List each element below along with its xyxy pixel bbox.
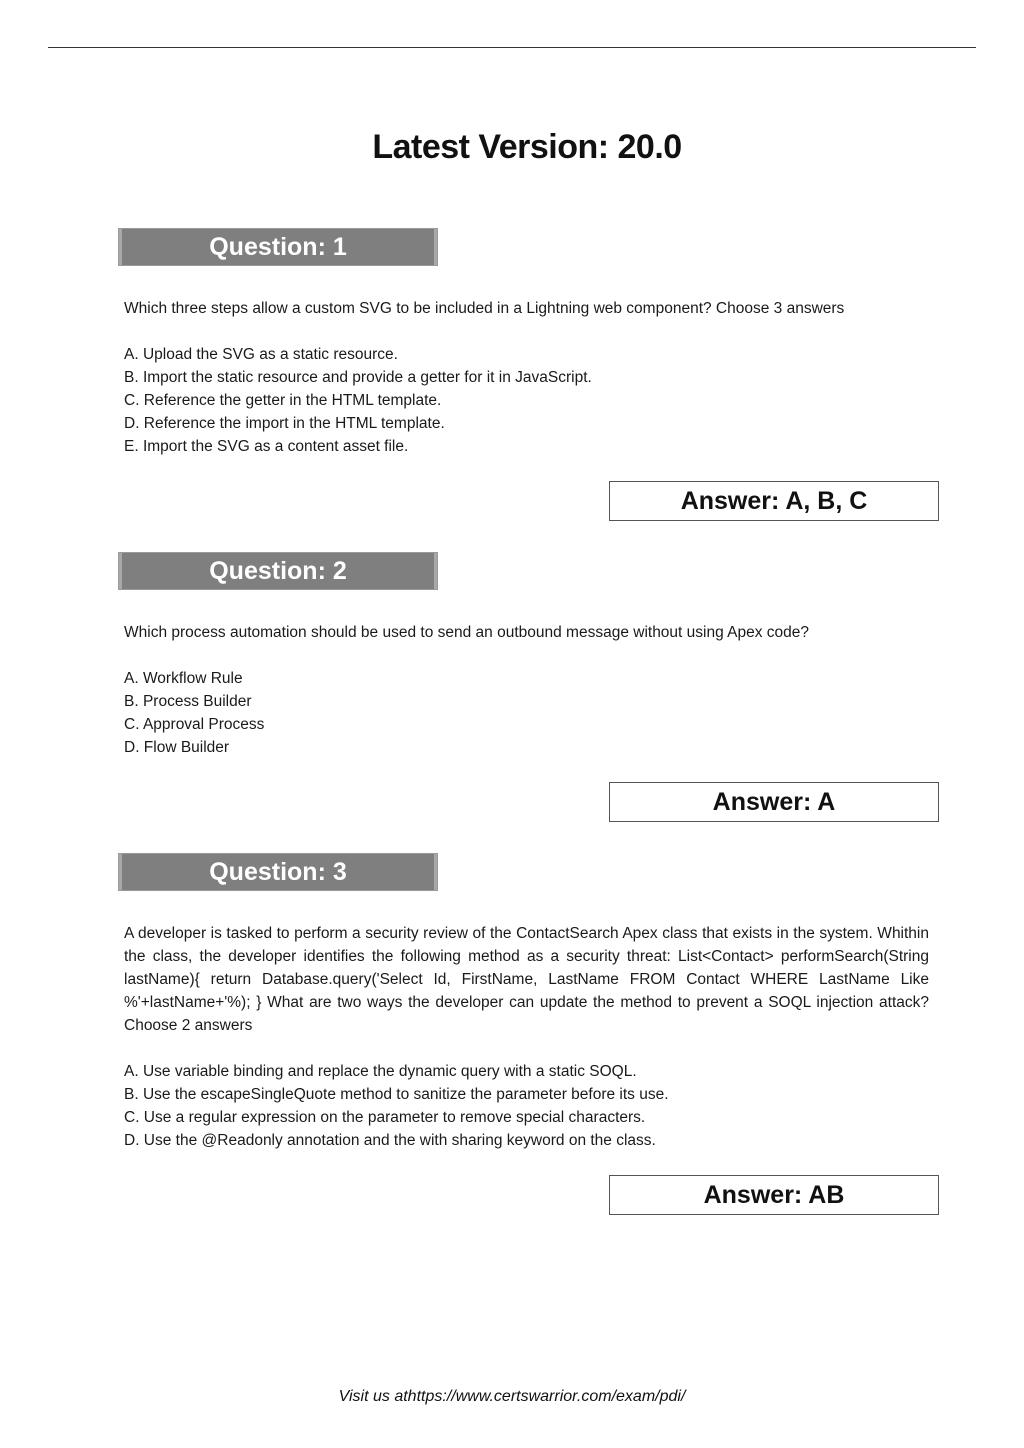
question-3-text: A developer is tasked to perform a security review of the ContactSearch Apex class that exists in the system. Whithin the class, the developer identifies the following method as a security threat: List<Contact> performSearch(String lastName){ return Database.query('Select Id, FirstName, LastName FROM Contact WHERE LastName Like %'+lastName+'%); } What are two ways the developer can update the method to prevent a SOQL injection attack? Choose 2 answers <box>124 925 929 1034</box>
option-c: C. Reference the getter in the HTML template. <box>124 392 442 409</box>
footer-link[interactable]: Visit us athttps://www.certswarrior.com/exam/pdi/ <box>338 1388 686 1405</box>
option-c: C. Approval Process <box>124 716 265 733</box>
option-a: A. Workflow Rule <box>124 670 243 687</box>
question-1-label: Question: 1 <box>209 233 347 261</box>
question-2-options <box>124 667 929 759</box>
option-a: A. Use variable binding and replace the dynamic query with a static SOQL. <box>124 1063 637 1080</box>
question-2-answer: Answer: A <box>712 788 836 816</box>
question-1-options <box>124 343 929 458</box>
option-e: E. Import the SVG as a content asset file. <box>124 438 409 455</box>
question-1-banner <box>118 228 438 266</box>
question-1-answer-box <box>609 481 939 521</box>
option-b: B. Import the static resource and provide a getter for it in JavaScript. <box>124 369 592 386</box>
question-3-options <box>124 1060 929 1152</box>
question-1-answer: Answer: A, B, C <box>680 487 868 515</box>
page-title: Latest Version: 20.0 <box>372 128 682 166</box>
question-2-label: Question: 2 <box>209 557 347 585</box>
option-d: D. Flow Builder <box>124 739 230 756</box>
option-b: B. Use the escapeSingleQuote method to sanitize the parameter before its use. <box>124 1086 669 1103</box>
option-a: A. Upload the SVG as a static resource. <box>124 346 398 363</box>
question-3-label: Question: 3 <box>209 858 347 886</box>
question-3-answer: Answer: AB <box>703 1181 845 1209</box>
question-2-answer-box <box>609 782 939 822</box>
question-3-answer-box <box>609 1175 939 1215</box>
option-d: D. Reference the import in the HTML template. <box>124 415 445 432</box>
question-3-banner <box>118 853 438 891</box>
option-b: B. Process Builder <box>124 693 252 710</box>
option-d: D. Use the @Readonly annotation and the with sharing keyword on the class. <box>124 1132 656 1149</box>
question-1-text: Which three steps allow a custom SVG to be included in a Lightning web component? Choose 3 answers <box>124 300 845 317</box>
question-2-text: Which process automation should be used to send an outbound message without using Apex code? <box>124 624 810 641</box>
header-rule <box>48 47 976 48</box>
option-c: C. Use a regular expression on the parameter to remove special characters. <box>124 1109 646 1126</box>
question-2-banner <box>118 552 438 590</box>
